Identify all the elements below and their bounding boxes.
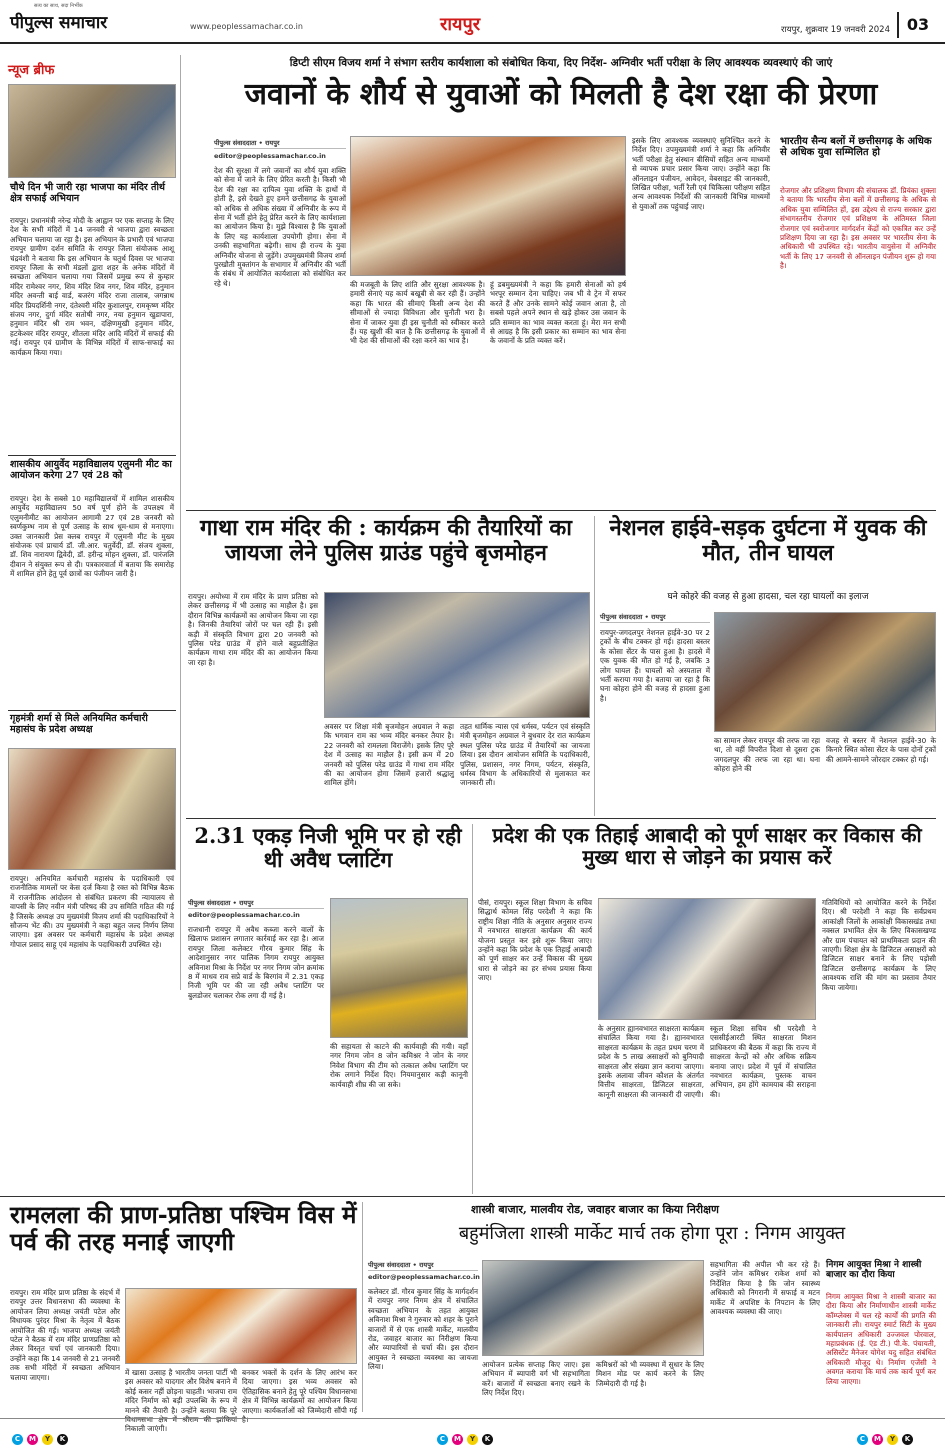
- workshop-stage-photo: [350, 136, 626, 276]
- shastri-side-body: निगम आयुक्त मिश्रा ने शास्त्री बाजार का दौरा किया और निर्माणाधीन शास्त्री मार्केट कॉम्प्लेक्स में चल रहे कार्यों की प्रगति की जानकारी ली। रायपुर स्मार्ट सिटी के मुख्य कार्यपालन अधिकारी उज्जवल पोरवाल, महाप्रबंधक (ई. एंड टी.) पी.के. पंचायती, असिस्टेंट मैनेजर योगेश यदु सहित संबंधित अधिकारी मौजूद थे। निर्माण एजेंसी ने अवगत कराया कि मार्च तक कार्य पूर्ण कर लिया जाएगा।: [826, 1292, 936, 1386]
- black-dot: K: [482, 1434, 493, 1445]
- brief1-headline: चौथे दिन भी जारी रहा भाजपा का मंदिर तीर्थ क्षेत्र सफाई अभियान: [10, 182, 166, 204]
- ram-mandir-col2: अवसर पर शिक्षा मंत्री बृजमोहन अग्रवाल ने कहा कि भगवान राम का भव्य मंदिर बनकर तैयार है। 22 जनवरी को रामलला विराजेंगे। इसके लिए पूरे देश में उत्साह का माहौल है। इसी क्रम में 20 जनवरी को पुलिस परेड ग्राउंड में गाथा राम मंदिर की का आयोजन होगा जिसमें हजारों श्रद्धालु शामिल होंगे।: [324, 722, 454, 788]
- accident-byline: पीपुल्स संवाददाता • रायपुर: [600, 612, 710, 623]
- shastri-email: editor@peoplessamachar.co.in: [368, 1273, 480, 1281]
- temple-cleaning-photo: [8, 84, 176, 178]
- plotting-email: editor@peoplessamachar.co.in: [188, 911, 300, 919]
- masthead-website: www.peoplessamachar.co.in: [190, 22, 303, 31]
- ramlala-col1: रायपुर। राम मंदिर प्राण प्रतिष्ठा के संदर्भ में रायपुर उत्तर विधानसभा की व्यवस्था के आयोजन लिया अध्यक्ष जयंती पटेल और विधायक पुरंदर मिश्रा के नेतृत्व में बैठक आयोजित की गई। भाजपा अध्यक्ष जयंती पटेल ने बैठक में राम मंदिर प्राणप्रतिष्ठा को लेकर विस्तृत चर्चा एवं जानकारी दिया। उन्होंने कहा कि 14 जनवरी से 21 जनवरी तक सभी मंदिरों में स्वच्छता अभियान चलाया जाएगा।: [10, 1288, 120, 1382]
- brief3-headline: गृहमंत्री शर्मा से मिले अनियमित कर्मचारी महासंघ के प्रदेश अध्यक्ष: [10, 713, 148, 735]
- masthead-city: रायपुर: [440, 14, 481, 35]
- top-story-kicker: डिप्टी सीएम विजय शर्मा ने संभाग स्तरीय कार्यशाला को संबोधित किया, दिए निर्देश- अग्निवीर भर्ती परीक्षा के लिए आवश्यक व्यवस्थाएं की जाएं: [289, 57, 833, 69]
- magenta-dot: M: [872, 1434, 883, 1445]
- masthead-date: रायपुर, शुक्रवार 19 जनवरी 2024: [780, 25, 890, 35]
- literacy-headline: प्रदेश की एक तिहाई आबादी को पूर्ण साक्षर कर विकास की मुख्य धारा से जोड़ने का प्रयास करें: [492, 823, 922, 870]
- accident-headline: नेशनल हाईवे-सड़क दुर्घटना में युवक की मौत, तीन घायल: [609, 515, 927, 566]
- ramlala-col3: बनकर भक्तों के दर्शन के लिए आरंभ कर दिया जाएगा। इस भव्य अवसर को ऐतिहासिक बनाने हेतु पूरे पश्चिम विधानसभा क्षेत्र में विभिन्न कार्यक्रमों का आयोजन किया जाएगा। कार्यकर्ताओं को जिम्मेदारी सौंपी गई है।: [242, 1368, 357, 1425]
- truck-accident-photo: [714, 612, 936, 732]
- ramlala-headline: रामलला की प्राण-प्रतिष्ठा पश्चिम विस में पर्व की तरह मनाई जाएगी: [10, 1200, 357, 1256]
- literacy-col4: गतिविधियों को आयोजित करने के निर्देश दिए। श्री परदेशी ने कहा कि सर्वप्रथम आकांक्षी जिलों के आकांक्षी विकासखंड तथा नक्सल प्रभावित क्षेत्र के लिए विकासखण्ड और ग्राम पंचायत को प्राथमिकता प्रदान की जाएगी। शिक्षा क्षेत्र के डिजिटल असाक्षरों को डिजिटल साक्षर बनाने के लिए पड़ोसी डिजिटल छत्तीसगढ़ कार्यक्रम के लिए आवश्यक राशि की मांग का प्रस्ताव तैयार किया जायेगा।: [822, 898, 936, 992]
- top-story-email: editor@peoplessamachar.co.in: [214, 152, 326, 160]
- brief3-body: रायपुर। अनियमित कर्मचारी महासंघ के पदाधिकारी एवं राजनीतिक मामलों पर केस दर्ज किया है रक्त को विभिन्न बैठक में राजनीतिक आंदोलन से संबंधित प्रकरण की न्यायालय से वापसी के लिए नवीन मंत्री परिषद की उप समिति गठित की गई है जिसके अध्यक्ष उप मुख्यमंत्री विजय शर्मा की पदाधिकारियों ने सौजन्य भेंट की। उप मुख्यमंत्री ने कहा बहुत जल्द निर्णय लिया जाएगा। इस अवसर पर कर्मचारी महासंघ के प्रदेश अध्यक्ष गोपाल प्रसाद साहू एवं महासंघ के पदाधिकारी उपस्थित रहे।: [10, 874, 174, 949]
- plotting-col1: राजधानी रायपुर में अवैध कब्जा करने वालों के खिलाफ प्रशासन लगातार कार्रवाई कर रहा है। आज रायपुर जिला कलेक्टर गौरव कुमार सिंह के आदेशानुसार नगर पालिक निगम रायपुर आयुक्त अविनाश मिश्रा के निर्देश पर नगर निगम जोन क्रमांक 8 में माधव राव सप्रे वार्ड के बिरगांव में 2.31 एकड़ निजी भूमि पर की जा रही अवैध प्लाटिंग पर बुलडोजर चलाकर रोक लगा दी गई है।: [188, 925, 324, 1000]
- accident-subhead: घने कोहरे की वजह से हुआ हादसा, चल रहा घायलों का इलाज: [667, 592, 869, 602]
- top-story-col1: देश की सुरक्षा में लगे जवानों का शौर्य युवा शक्ति को सेना में जाने के लिए प्रेरित करती है। किसी भी देश की रक्षा का दायित्व युवा शक्ति के हाथों में होती है, इसे देखते हुए हमने छत्तीसगढ़ के युवाओं को अधिक से अधिक संख्या में अग्निवीर के रूप में सेना में भर्ती होने हेतु प्रेरित करने के लिए कार्यशाला का आयोजन किया है। मुझे विश्वास है कि युवाओं के लिए यह कार्यशाला उपयोगी होगा। सेना में उनकी सहभागिता बढ़ेगी। साथ ही राज्य के युवा अग्निवीर योजना से जुड़ेंगे। उपमुख्यमंत्री विजय शर्मा पुरखौती मुक्तांगन के सभागार में अग्निवीर की भर्ती के संबंध में आयोजित कार्यशाला को संबोधित कर रहे थे।: [214, 166, 346, 288]
- plotting-col2: की सहायता से काटने की कार्यवाही की गयी। वहाँ नगर निगम जोन 8 जोन कमिश्नर ने जोन के नगर निवेश विभाग की टीम को तत्काल अवैध प्लाटिंग पर रोक लगाने निर्देश दिए। नियमानुसार कड़ी कानूनी कार्यवाही शीघ्र की जा सके।: [330, 1042, 468, 1089]
- shastri-col2: आयोजन प्रत्येक सप्ताह किए जाए। इस अभियान में ब्यापारी वर्ग भी सहभागिता करें। बाजारों में स्वच्छता बनाए रखने के लिए निर्देश दिए।: [482, 1360, 590, 1398]
- cyan-dot: C: [12, 1434, 23, 1445]
- top-story-byline: पीपुल्स संवाददाता • रायपुर: [214, 138, 346, 149]
- brief2-body: रायपुर। देश के सबसे 10 महाविद्यालयों में शामिल शासकीय आयुर्वेद महाविद्यालय 50 वर्ष पूर्ण होने के उपलक्ष्य में एलुमनीमीट का आयोजन आगामी 27 एवं 28 जनवरी को स्वर्णकुम्भ नाम से पूर्ण उत्साह के साथ धूम-धाम से मनाएगा। उक्त जानकारी प्रेस क्लब रायपुर में एलुमनी मीट के मुख्य संयोजक एवं प्राचार्य डॉ. जी.आर. चतुर्वेदी, डॉ. संजय शुक्ला, डॉ. शिव नारायण द्विवेदी, डॉ. हरीन्द्र मोहन शुक्ला, डॉ. पारंजलि दीवान ने संयुक्त रूप से दी। पत्रकारवार्ता में बताया कि समारोह में शामिल होने हेतु पूर्व छात्रों का पंजीयन जारी है।: [10, 494, 174, 579]
- shastri-byline: पीपुल्स संवाददाता • रायपुर: [368, 1260, 478, 1271]
- page-number: 03: [897, 12, 937, 38]
- ramlala-meeting-photo: [125, 1288, 357, 1364]
- brief2-headline: शासकीय आयुर्वेद महाविद्यालय एलुमनी मीट का आयोजन करेगा 27 एवं 28 को: [10, 459, 172, 481]
- masthead-tagline: सत्य का साथ, सदा निर्भीक: [34, 3, 83, 9]
- literacy-col2: के अनुसार ह्यानवभारत साक्षरता कार्यक्रम संचालित किया गया है। ह्यानवभारत साक्षरता कार्यक्रम के तहत प्रथम चरण में प्रदेश के 5 लाख असाक्षरों को बुनियादी साक्षरता और संख्या ज्ञान कराया जाएगा। इसके अलावा जीवन कौशल के अंतर्गत वित्तीय साक्षरता, डिजिटल साक्षरता, कानूनी साक्षरता की जानकारी दी जाएगी।: [598, 1024, 704, 1099]
- accident-col2: का सामान लेकर रायपुर की तरफ जा रहा था, तो वहीं विपरीत दिशा से दूसरा ट्रक जगदलपुर की तरफ जा रहा था। घना कोहरा होने की: [714, 736, 820, 774]
- top-story-col4: इसके लिए आवश्यक व्यवस्थाएं सुनिश्चित करने के निर्देश दिए। उपमुख्यमंत्री शर्मा ने कहा कि अग्निवीर भर्ती परीक्षा हेतु संस्थान बीसियों सहित अन्य माध्यमों से व्यापक प्रचार प्रसार किया जाए। उन्होंने कहा कि ऑनलाइन पंजीयन, आवेदन, वेबसाइट की जानकारी, लिखित परीक्षा, भर्ती रैली एवं चिकित्सा परीक्षण सहित अन्य आवश्यक निर्देशों की जानकारी विभिन्न माध्यमों से युवाओं तक पहुंचाई जाए।: [632, 136, 770, 211]
- top-story-headline: जवानों के शौर्य से युवाओं को मिलती है देश रक्षा की प्रेरणा: [244, 77, 878, 112]
- plotting-headline: 2.31 एकड़ निजी भूमि पर हो रही थी अवैध प्लाटिंग: [194, 823, 462, 872]
- masthead-logo: पीपुल्स समाचार: [10, 13, 108, 33]
- magenta-dot: M: [27, 1434, 38, 1445]
- accident-col1: रायपुर-जगदलपुर नेशनल हाईवे-30 पर 2 ट्रकों के बीच टक्कर हो गई। हादसा बस्तर के कोसा सेंटर के पास हुआ है। हादसे में एक युवक की मौत हो गई है, जबकि 3 लोग घायल हैं। घायलों को अस्पताल में भर्ती कराया गया है। बताया जा रहा है कि घना कोहरा होने की वजह से हादसा हुआ है।: [600, 628, 710, 703]
- cyan-dot: C: [437, 1434, 448, 1445]
- shastri-col1: कलेक्टर डॉ. गौरव कुमार सिंह के मार्गदर्शन में रायपुर नगर निगम क्षेत्र में संचालित स्वच्छता अभियान के तहत आयुक्त अविनाश मिश्रा ने गुरुवार को शहर के पुराने बाजारों में से एक शास्त्री मार्केट, मालवीय रोड, जवाहर बाजार का निरीक्षण किया और व्यापारियों से चर्चा की। इस दौरान आयुक्त ने स्वच्छता व्यवस्था का जायजा लिया।: [368, 1287, 478, 1372]
- news-brief-label: न्यूज ब्रीफ: [8, 63, 55, 78]
- ramlala-col2: में खासा उत्साह है भारतीय जनता पार्टी भी इस अवसर को यादगार और विशेष बनाने में कोई कसर नहीं छोड़ना चाहती। भाजपा राम मंदिर निर्माण को बड़ी उपलब्धि के रूप में मानने की तैयारी है। उन्होंने बताया कि पूरे विधानसभा क्षेत्र में श्रीराम की झांकियां निकाली जाएंगी।: [125, 1368, 237, 1434]
- shastri-kicker: शास्त्री बाजार, मालवीय रोड, जवाहर बाजार का किया निरीक्षण: [471, 1203, 719, 1216]
- literacy-meeting-photo: [598, 898, 816, 1020]
- top-story-col3: हूं डबमुख्यमंत्री ने कहा कि हमारी सेनाओं को हर्ष भरपूर सम्मान देना चाहिए। जब भी वे ट्रेन में सफर करते हैं और उनके सामने कोई जवान आता है, तो सबसे पहले अपने स्थान से खड़े होकर उस जवान के प्रति सम्मान का भाव व्यक्त करता हूं। मेरा मन सभी से आग्रह है कि इसी प्रकार का सम्मान का भाव सेना के जवानों के प्रति व्यक्त करें।: [490, 280, 626, 346]
- shastri-side-headline: निगम आयुक्त मिश्रा ने शास्त्री बाजार का दौरा किया: [826, 1260, 922, 1281]
- masthead: [0, 0, 945, 44]
- literacy-col1: पीसं, रायपुर। स्कूल शिक्षा विभाग के सचिव सिद्धार्थ कोमल सिंह परदेशी ने कहा कि राष्ट्रीय शिक्षा नीति के अनुसार अनुसार राज्य में नवभारत साक्षरता कार्यक्रम की कार्य योजना प्रस्तुत कर इसे शुरू किया जाए। उन्होंने कहा कि प्रदेश के एक तिहाई आबादी को पूर्ण साक्षर कर उन्हें विकास की मुख्य धारा से जोड़ने का हर संभव प्रयास किया जाए।: [478, 898, 592, 983]
- ram-mandir-col3: तहत धार्मिक न्यास एवं धर्मस्व, पर्यटन एवं संस्कृति मंत्री बृजमोहन अग्रवाल ने बुधवार देर रात कार्यक्रम स्थल पुलिस परेड ग्राउंड में तैयारियों का जायजा लिया। इस दौरान आयोजन समिति के पदाधिकारी, पुलिस, प्रशासन, नगर निगम, पर्यटन, संस्कृति, धर्मस्व विभाग के अधिकारियों से मुलाकात कर जानकारी ली।: [460, 722, 590, 788]
- ram-mandir-col1: रायपुर। अयोध्या में राम मंदिर के प्राण प्रतिष्ठा को लेकर छत्तीसगढ़ में भी उत्साह का माहौल है। इस दौरान विभिन्न कार्यक्रमों का आयोजन किया जा रहा है। जिनकी तैयारियां जोरों पर चल रही हैं। इसी कड़ी में संस्कृति विभाग द्वारा 20 जनवरी को पुलिस परेड ग्राउंड में होने वाले बहुप्रतीक्षित कार्यक्रम गाथा राम मंदिर की का आयोजन किया जा रहा है।: [188, 592, 318, 667]
- yellow-dot: Y: [42, 1434, 53, 1445]
- sidebar-army-body: रोजगार और प्रशिक्षण विभाग की संचालक डॉ. प्रियंका शुक्ला ने बताया कि भारतीय सेना बलों में छत्तीसगढ़ के अधिक से अधिक युवा सम्मिलित हों, इस उद्देश्य से राज्य सरकार द्वारा संभागस्तरीय रोजगार एवं प्रशिक्षण के अंतिमस्त जिला रोजगार एवं स्वरोजगार मार्गदर्शन केंद्रों को एकत्रित कर उन्हें प्रशिक्षण दिया जा रहा है। इस अवसर पर भारतीय सेना के अधिकारी भी उपस्थित रहे। भारतीय वायुसेना में अग्निवीर भर्ती के लिए 17 जनवरी से ऑनलाइन पंजीयन शुरू हो गया है।: [780, 186, 936, 271]
- plotting-byline: पीपुल्स संवाददाता • रायपुर: [188, 898, 324, 909]
- market-inspection-photo: [482, 1260, 704, 1356]
- ram-mandir-headline: गाथा राम मंदिर की : कार्यक्रम की तैयारियों का जायजा लेने पुलिस ग्राउंड पहुंचे बृजमोहन: [200, 515, 572, 566]
- shastri-headline: बहुमंजिला शास्त्री मार्केट मार्च तक होगा पूरा : निगम आयुक्त: [458, 1223, 846, 1244]
- cmyk-bar: [0, 1418, 945, 1445]
- magenta-dot: M: [452, 1434, 463, 1445]
- yellow-dot: Y: [467, 1434, 478, 1445]
- black-dot: K: [57, 1434, 68, 1445]
- black-dot: K: [902, 1434, 913, 1445]
- employees-meeting-photo: [8, 748, 176, 870]
- literacy-col3: स्कूल शिक्षा सचिव श्री परदेशी ने एससीईआरटी स्थित साक्षरता मिशन प्राधिकरण की बैठक में कहा कि राज्य में साक्षरता केन्द्रों को और अधिक सक्रिय बनाया जाए। प्रदेश में पूर्व में संचालित नवभारत कार्यक्रम, पुस्तक वाचन अभियान, हम होंगे कामयाब की सराहना की।: [710, 1024, 816, 1099]
- sidebar-army-headline: भारतीय सैन्य बलों में छत्तीसगढ़ के अधिक से अधिक युवा सम्मिलित हो: [780, 136, 932, 159]
- shastri-col4: सहभागिता की अपील भी कर रहे हैं। उन्होंने जोन कमिश्नर राकेश शर्मा को निर्देशित किया है कि जोन स्वास्थ्य अधिकारी को निगरानी में सफाई व मटन मार्केट में अपशिष्ट के निपटान के लिए आवश्यक व्यवस्था की जाए।: [710, 1260, 820, 1317]
- accident-col3: वजह से बस्तर में नेशनल हाईवे-30 के किनारे स्थित कोसा सेंटर के पास दोनों ट्रकों की आमने-सामने जोरदार टक्कर हो गई।: [826, 736, 936, 764]
- shastri-col3: कमिश्नरों को भी व्यवस्था में सुधार के लिए मिशन मोड पर कार्य करने के लिए जिम्मेदारी दी गई है।: [596, 1360, 704, 1388]
- police-ground-photo: [324, 592, 590, 718]
- cyan-dot: C: [857, 1434, 868, 1445]
- yellow-dot: Y: [887, 1434, 898, 1445]
- brief1-body: रायपुर। प्रधानमंत्री नरेन्द्र मोदी के आह्वान पर एक सप्ताह के लिए देश के सभी मंदिरों में 14 जनवरी से भाजपा द्वारा स्वच्छता अभियान चलाया जा रहा है। इस अभियान के प्रभारी एवं भाजपा रायपुर ग्रामीण दर्शन समिति के रायपुर जिला संयोजक आशू चंद्रवंशी ने बताया कि इस अभियान के चतुर्थ दिवस पर भाजपा रायपुर जिला के सभी मंडलों द्वारा शहर के अनेक मंदिरों में स्वच्छता अभियान चलाया गया जिसमें प्रमुख रूप से कुम्हार मंदिर रामेश्वर नगर, शिव मंदिर शिव नगर, शिव मंदिर, हनुमान मंदिर अवन्ती बाई वार्ड, बजरंग मंदिर राजा तालाब, जगन्नाथ मंदिर प्रियदर्शिनी नगर, दंतेश्वरी मंदिर कुशालपुर, रामकृष्ण मंदिर संजय नगर, दुर्गा मंदिर सतोषी नगर, नया हनुमान खुडापारा, हनुमान मंदिर श्री राम भवन, दक्षिणमुखी हनुमान मंदिर, हटकेश्वर मंदिर रायपुर, शीतला मंदिर आदि मंदिरों में सफाई की गई। रायपुर एवं ग्रामीण के विभिन्न मंदिरों में साफ-सफाई का कार्यक्रम किया गया।: [10, 216, 174, 357]
- bulldozer-photo: [330, 898, 468, 1038]
- top-story-col2: की मजबूती के लिए शांति और सुरक्षा आवश्यक है। हमारी सेनाएं यह कार्य बखूबी से कर रही हैं। उन्होंने कहा कि भारत की सीमाएं किसी अन्य देश की सीमाओं से ज्यादा विविधता और चुनौती भरा है। सेना में जाकर युवा ही इस चुनौती को स्वीकार करते हैं। यह खुशी की बात है कि छत्तीसगढ़ के युवाओं में भी देश की सीमाओं की रक्षा करने का भाव है।: [350, 280, 485, 346]
